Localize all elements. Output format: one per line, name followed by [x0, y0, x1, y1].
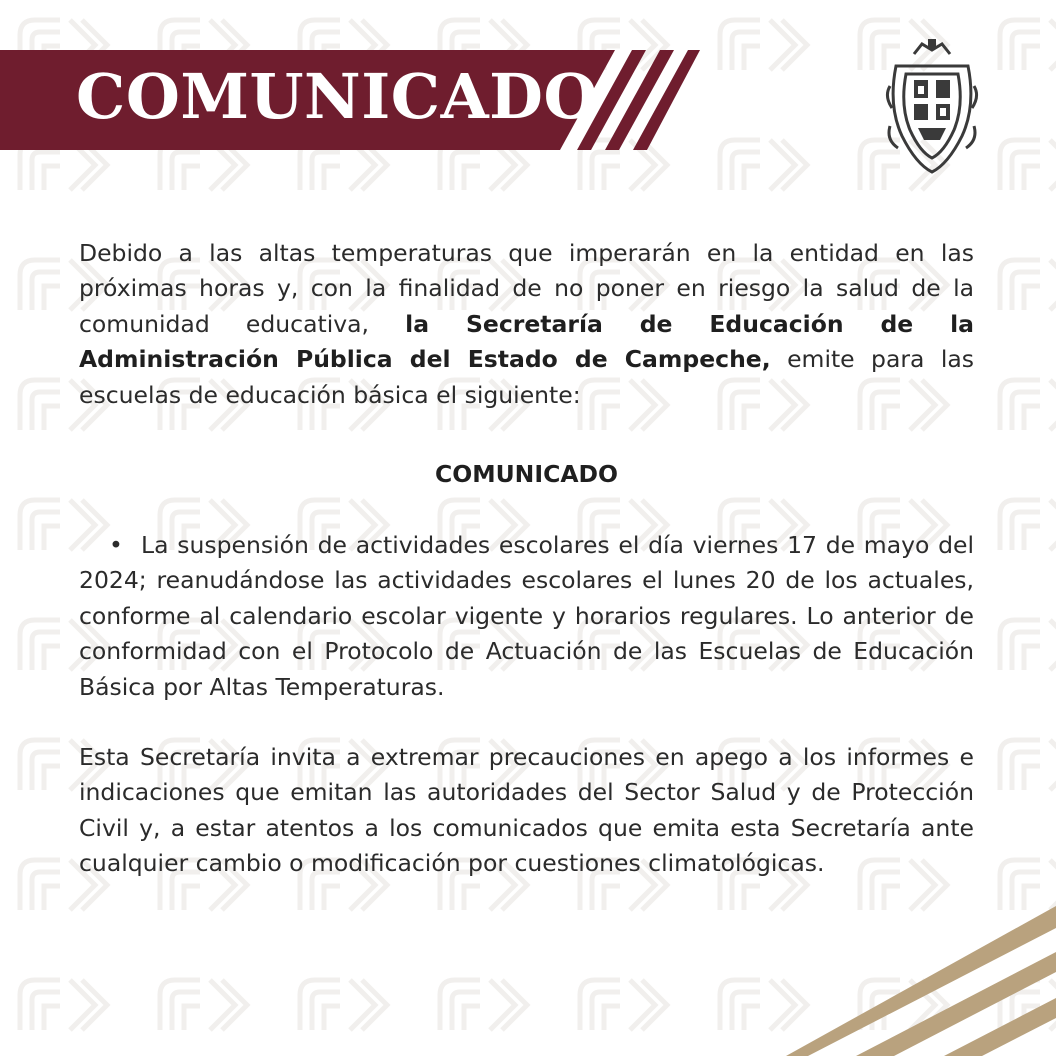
campeche-coat-of-arms-icon: [884, 36, 980, 176]
intro-text-start: Debido a las altas temperaturas que imperarán en la entidad en las próximas horas y, con la finalidad de no poner en riesgo la salud de la comunidad educativa,: [79, 239, 974, 338]
bullet-item: [79, 528, 974, 705]
intro-paragraph: [79, 236, 974, 413]
intro-secretaria-name: la Secretaría de Educación de la Administración Pública del Estado de Campeche,: [79, 309, 975, 374]
page-title: COMUNICADO: [76, 60, 598, 133]
corner-decoration-stripes: [786, 906, 1056, 1056]
intro-text-end: emite para las escuelas de educación básica el siguiente:: [79, 345, 975, 409]
bullet-item-text: La suspensión de actividades escolares el día viernes 17 de mayo del 2024; reanudándose las actividades escolares el lunes 20 de los actuales, conforme al calendario escolar vigente y horarios regulares. Lo anterior de conformidad con el Protocolo de Actuación de las Escuelas de Educación Básica por Altas Temperaturas.: [79, 531, 974, 701]
document-body: [79, 236, 974, 882]
bullet-icon: •: [109, 531, 123, 560]
closing-paragraph: Esta Secretaría invita a extremar precauciones en apego a los informes e indicaciones que emitan las autoridades del Sector Salud y de Protección Civil y, a estar atentos a los comunicados que emita esta Secretaría ante cualquier cambio o modificación por cuestiones climatológicas.: [79, 743, 974, 878]
section-heading: COMUNICADO: [434, 460, 619, 489]
